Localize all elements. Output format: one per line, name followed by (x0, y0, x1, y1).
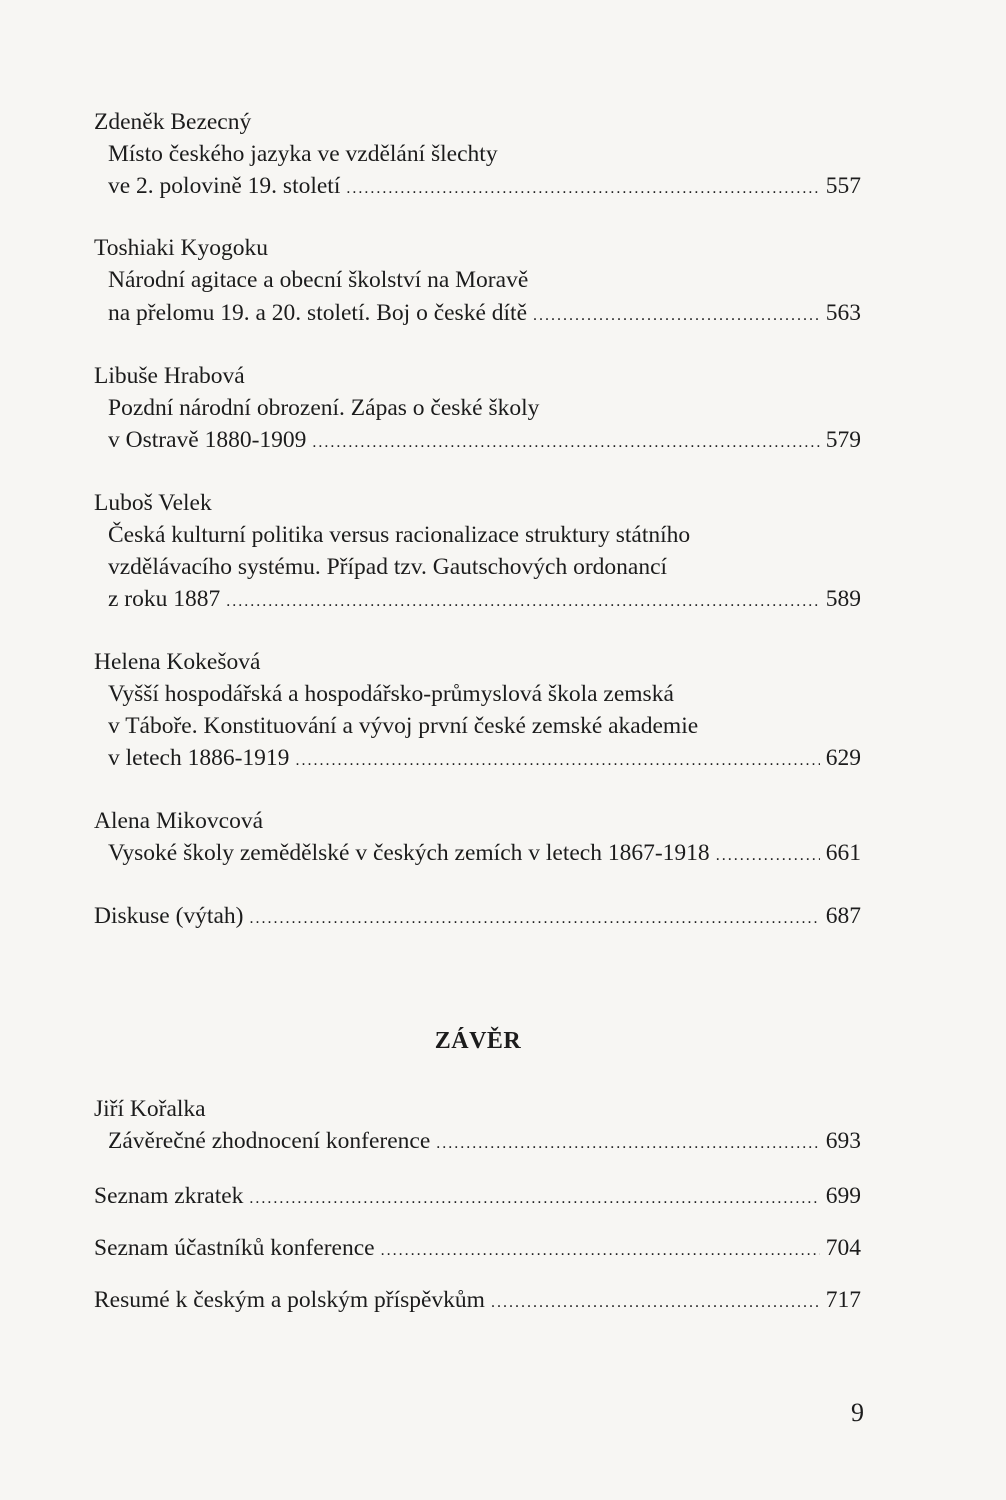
toc-title-line: v letech 1886-1919 (108, 745, 290, 771)
toc-appendix-label: Seznam účastníků konference (94, 1235, 375, 1261)
dot-leader (249, 1183, 819, 1215)
toc-entry-line (108, 297, 861, 332)
dot-leader (346, 173, 819, 205)
section-heading (0, 1028, 1006, 1055)
page-ref: 629 (825, 745, 861, 771)
toc-title-line: v Ostravě 1880-1909 (108, 427, 307, 453)
dot-leader (533, 300, 820, 332)
toc-author: Zdeněk Bezecný (94, 109, 252, 135)
page-ref: 563 (825, 300, 861, 326)
section-heading-text: ZÁVĚR (434, 1028, 522, 1054)
toc-title-line: Vysoké školy zemědělské v českých zemích v letech 1867-1918 (108, 840, 710, 866)
toc-entry-line (94, 900, 861, 935)
toc-title-line: Závěrečné zhodnocení konference (108, 1128, 431, 1154)
toc-discussion-label: Diskuse (výtah) (94, 903, 244, 929)
dot-leader (312, 427, 819, 459)
toc-title-line: v Táboře. Konstituování a vývoj první české zemské akademie (108, 713, 699, 739)
toc-title-line: Pozdní národní obrození. Zápas o české školy (108, 395, 540, 421)
toc-author: Alena Mikovcová (94, 808, 264, 834)
toc-author: Luboš Velek (94, 490, 212, 516)
toc-entry-line (108, 1125, 861, 1160)
page-ref: 693 (825, 1128, 861, 1154)
toc-appendix-label: Seznam zkratek (94, 1183, 244, 1209)
page-ref: 699 (825, 1183, 861, 1209)
toc-title-line: Vyšší hospodářská a hospodářsko-průmyslová škola zemská (108, 681, 674, 707)
toc-entry-line (108, 837, 861, 872)
toc-title-line: Národní agitace a obecní školství na Moravě (108, 267, 529, 293)
toc-entry-line (108, 742, 861, 777)
dot-leader (491, 1287, 820, 1319)
toc-author: Libuše Hrabová (94, 363, 245, 389)
page-ref: 687 (825, 903, 861, 929)
page-ref: 589 (825, 586, 861, 612)
toc-entry-line (108, 170, 861, 205)
toc-title-line: Místo českého jazyka ve vzdělání šlechty (108, 141, 498, 167)
toc-title-line: vzdělávacího systému. Případ tzv. Gautschových ordonancí (108, 554, 668, 580)
toc-title-line: z roku 1887 (108, 586, 221, 612)
toc-entry-line (94, 1232, 861, 1267)
dot-leader (716, 840, 820, 872)
page-ref: 661 (825, 840, 861, 866)
toc-title-line: na přelomu 19. a 20. století. Boj o české dítě (108, 300, 527, 326)
toc-entry-line (94, 1284, 861, 1319)
toc-entry-line (108, 583, 861, 618)
dot-leader (226, 586, 819, 618)
page-ref: 717 (825, 1287, 861, 1313)
dot-leader (436, 1128, 819, 1160)
page-ref: 579 (825, 427, 861, 453)
page-ref: 704 (825, 1235, 861, 1261)
page-ref: 557 (825, 173, 861, 199)
dot-leader (249, 903, 819, 935)
toc-title-line: ve 2. polovině 19. století (108, 173, 341, 199)
toc-entry-line (94, 1180, 861, 1215)
dot-leader (295, 745, 819, 777)
toc-title-line: Česká kulturní politika versus racionalizace struktury státního (108, 522, 691, 548)
toc-entry-line (108, 424, 861, 459)
toc-author: Jiří Kořalka (94, 1096, 206, 1122)
page-number: 9 (851, 1398, 864, 1427)
dot-leader (381, 1235, 820, 1267)
toc-author: Toshiaki Kyogoku (94, 235, 268, 261)
toc-appendix-label: Resumé k českým a polským příspěvkům (94, 1287, 485, 1313)
toc-author: Helena Kokešová (94, 649, 261, 675)
